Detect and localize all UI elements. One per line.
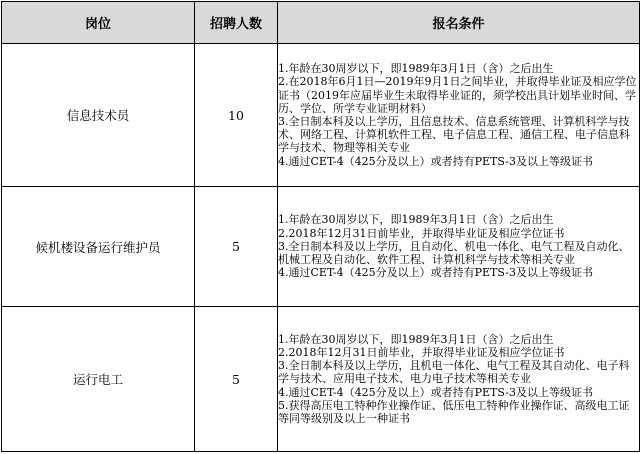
condition-line: 2.在2018年6月1日—2019年9月1日之间毕业，并取得毕业证及相应学位证书（2019年应届毕业生未取得毕业证的，须学校出具计划毕业时间、学历、学位、所学专业证明材料） — [278, 75, 637, 115]
table-row — [2, 187, 640, 307]
condition-line: 3.全日制本科及以上学历，且自动化、机电一体化、电气工程及自动化、机械工程及自动化、软件工程、计算机科学与技术等相关专业 — [278, 239, 630, 267]
conditions-cell — [278, 307, 640, 452]
header-position: 岗位 — [2, 2, 195, 44]
position-cell: 信息技术员 — [2, 44, 195, 187]
condition-line: 2.2018年12月31日前毕业，并取得毕业证及相应学位证书 — [278, 226, 565, 240]
header-count: 招聘人数 — [195, 2, 278, 44]
count-cell: 5 — [195, 307, 278, 452]
condition-line: 4.通过CET-4（425分及以上）或者持有PETS-3及以上等级证书 — [278, 154, 593, 168]
condition-line: 1.年龄在30周岁以下，即1989年3月1日（含）之后出生 — [278, 213, 554, 227]
header-conditions: 报名条件 — [278, 2, 640, 44]
count-cell: 10 — [195, 44, 278, 187]
recruitment-table — [1, 1, 640, 452]
condition-line: 5.获得高压电工特种作业操作证、低压电工特种作业操作证、高级电工证等同等级别及以上一种证书 — [278, 398, 630, 425]
condition-line: 4.通过CET-4（425分及以上）或者持有PETS-3及以上等级证书 — [278, 385, 593, 399]
header-row — [2, 2, 640, 44]
condition-line: 3.全日制本科及以上学历，且机电一体化、电气工程及其自动化、电子科学与技术、应用电子技术、电力电子技术等相关专业 — [278, 359, 630, 386]
condition-line: 1.年龄在30周岁以下，即1989年3月1日（含）之后出生 — [278, 332, 554, 346]
condition-line: 2.2018年12月31日前毕业，并取得毕业证及相应学位证书 — [278, 345, 565, 359]
table-row — [2, 44, 640, 187]
conditions-cell — [278, 187, 640, 307]
condition-line: 1.年龄在30周岁以下，即1989年3月1日（含）之后出生 — [278, 62, 554, 76]
position-cell: 运行电工 — [2, 307, 195, 452]
condition-line: 3.全日制本科及以上学历，且信息技术、信息系统管理、计算机科学与技术、网络工程、计算机软件工程、电子信息工程、通信工程、电子信息科学与技术、物理等相关专业 — [278, 115, 630, 155]
condition-line: 4.通过CET-4（425分及以上）或者持有PETS-3及以上等级证书 — [278, 266, 593, 280]
count-cell: 5 — [195, 187, 278, 307]
table-row — [2, 307, 640, 452]
conditions-cell — [278, 44, 640, 187]
position-cell: 候机楼设备运行维护员 — [2, 187, 195, 307]
